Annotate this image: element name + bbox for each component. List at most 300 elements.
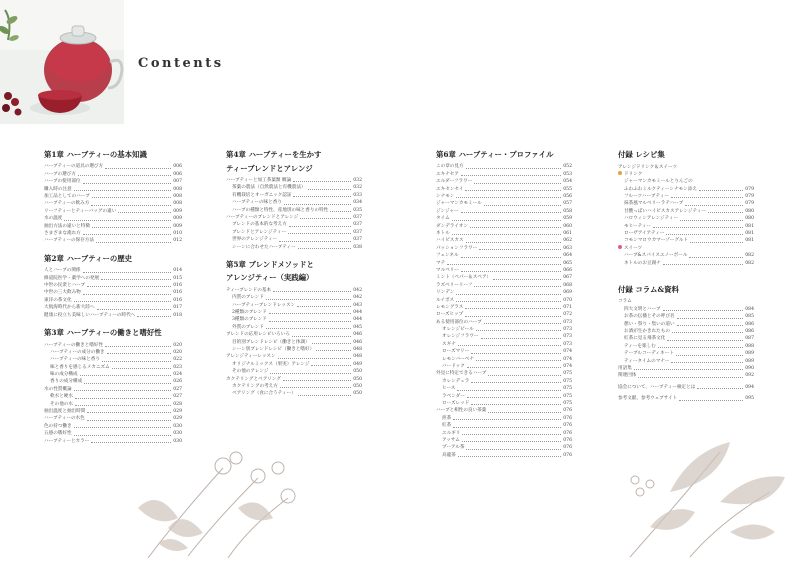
toc-entry-label: 味と香りを感じるメカニズム [50,364,110,370]
toc-entry-page: 076 [563,437,572,443]
toc-entry [618,358,754,365]
toc-entry-page: 073 [563,327,572,333]
toc-entry-page: 008 [173,186,182,192]
toc-entry [44,423,182,430]
toc-entry-page: 076 [563,430,572,436]
toc-entry-page: 045 [353,324,362,330]
botanical-illustration-right [610,432,790,562]
toc-entry [44,438,182,445]
toc-entry [226,177,362,184]
toc-entry-page: 069 [563,290,572,296]
toc-entry-page: 089 [745,358,754,364]
toc-entry-label: 用語集 [618,365,632,371]
toc-entry [44,186,182,193]
toc-entry-leader [278,358,352,359]
toc-entry-label: シーンに合わせたハーブティー [232,244,296,250]
toc-entry-page: 073 [563,334,572,340]
toc-entry [226,383,362,390]
toc-entry [618,230,754,237]
toc-entry-leader [87,420,171,421]
toc-entry-page: 066 [563,267,572,273]
toc-entry-label: ハーブティーの保存方法 [44,238,94,244]
toc-entry-leader [467,367,561,368]
toc-entry-leader [663,310,744,311]
toc-entry-page: 037 [353,229,362,235]
toc-entry [436,326,572,333]
toc-entry-leader [471,382,561,383]
toc-entry-page: 038 [353,244,362,250]
toc-entry-label: エルダーフラワー [436,179,473,185]
toc-entry-label: 協会について、ハーブティー検定とは [618,384,696,390]
toc-entry-page: 012 [173,238,182,244]
toc-entry-label: 修道院医学・薬学への発展 [44,275,100,281]
toc-entry [436,230,572,237]
toc-entry [226,229,362,236]
toc-entry-label: 購入時の注意 [44,186,72,192]
toc-entry-label: テーブルコーディネート [624,351,674,357]
toc-entry-leader [292,336,351,337]
chapter-title: 第5章 ブレンドメソッドと [226,259,314,269]
toc-entry [226,302,362,309]
toc-entry-label: リーフティーとティーバッグの違い [44,208,117,214]
toc-entry-leader [288,233,351,234]
toc-entry-leader [458,345,561,346]
toc-entry-page: 032 [353,177,362,183]
toc-entry-leader [330,211,351,212]
toc-entry [436,289,572,296]
toc-entry-page: 079 [745,194,754,200]
toc-entry-label: 煎茶 [442,415,452,421]
toc-entry-leader [74,390,172,391]
toc-entry-page: 022 [173,357,182,363]
toc-entry [226,287,362,294]
toc-entry-leader [84,383,171,384]
toc-entry-label: 外質のブレンド [232,324,264,330]
toc-entry [436,341,572,348]
toc-entry-label: 紅茶 [442,423,452,429]
toc-entry-page: 081 [745,238,754,244]
toc-entry-page: 086 [745,329,754,335]
toc-entry-leader [493,279,561,280]
toc-entry-page: 080 [745,208,754,214]
toc-entry-leader [273,291,351,292]
toc-entry [226,331,362,338]
toc-entry-label: ブレンドとアレンジティー [232,229,287,235]
toc-entry [226,376,362,383]
toc-entry-page: 027 [173,394,182,400]
toc-entry-leader [101,279,171,280]
toc-entry-page: 030 [173,423,182,429]
toc-entry-label: 健康に役立ち美味しいハーブティーの時代へ [44,312,136,318]
toc-entry-leader [280,387,351,388]
toc-entry-label: ハーブティーの水色 [44,416,85,422]
toc-entry-page: 054 [563,179,572,185]
toc-entry-leader [112,368,171,369]
chapter-entries [44,342,182,445]
toc-entry [618,350,754,357]
toc-entry-page: 048 [353,347,362,353]
toc-entry [618,208,754,215]
toc-entry-label: 憩い・祭り・集いの道い [624,321,675,327]
toc-entry-leader [471,404,561,405]
toc-entry-label: ハーブティーの働きと嗜好性 [44,342,104,348]
toc-entry-label: 2種類のブレンド [232,310,267,316]
appendix-title: 付録 レシピ集 [618,150,665,159]
toc-entry-leader [298,395,352,396]
toc-entry-label: ハーブの種類と特性、産地別の味と香りの特性 [232,207,329,213]
toc-entry-label: ダンデライオン [436,223,468,229]
toc-entry-page: 072 [563,312,572,318]
toc-entry [436,282,572,289]
toc-entry [618,200,754,207]
toc-entry [436,356,572,363]
toc-entry-label: マルベリー [436,267,459,273]
toc-entry-label: ハーブ&スパイスエノーボール [624,253,688,259]
toc-entry [618,384,754,391]
toc-entry [44,208,182,215]
toc-entry [436,333,572,340]
toc-entry [436,297,572,304]
toc-entry-label: ハーブティーのブレンドとアレンジ [226,214,299,220]
toc-entry-page: 050 [353,391,362,397]
toc-entry [618,223,754,230]
toc-entry-page: 006 [173,164,182,170]
toc-entry [44,282,182,289]
toc-entry-label: レモングラス [436,304,464,310]
toc-column-2 [226,150,362,407]
toc-entry-page: 076 [563,408,572,414]
appendix-entries [618,164,754,267]
chapter-title: 第1章 ハーブティーの基本知識 [44,150,147,159]
toc-entry-leader [91,205,171,206]
toc-entry-label: ハーブティーと加工茶葉類 概論 [226,177,292,183]
toc-entry-label: スギナ [442,341,456,347]
appendix-bullet-heading [618,171,754,178]
toc-entry [436,223,572,230]
toc-entry-leader [484,323,562,324]
toc-entry-label: 烏龍茶 [442,452,456,458]
toc-entry-leader [465,308,561,309]
toc-entry-page: 080 [745,216,754,222]
toc-entry [226,192,362,199]
toc-entry-label: ブレンドの基本的な考え方 [232,222,287,228]
toc-entry-page: 016 [173,297,182,303]
toc-entry-label: 紅茶に見る飛茶文化 [624,336,666,342]
toc-entry-label: フェンネル [436,253,459,259]
toc-entry-page: 094 [745,384,754,390]
toc-entry-label: カレンデュラ [442,378,470,384]
toc-entry [436,260,572,267]
toc-entry-leader [457,390,561,391]
toc-entry-leader [653,227,743,228]
chapter-title: 第6章 ハーブティー・プロファイル [436,150,554,159]
toc-entry-page: 055 [563,186,572,192]
toc-entry-page: 009 [173,216,182,222]
appendix-subheading: アレンジドリンク＆スイーツ [618,164,677,170]
toc-entry-page: 074 [563,356,572,362]
toc-entry-label: ラベンダー [442,393,465,399]
toc-entry [226,324,362,331]
toc-entry-label: 色の持つ働き [44,423,72,429]
toc-entry-page: 089 [745,351,754,357]
toc-entry-page: 086 [745,321,754,327]
toc-entry-page: 050 [353,383,362,389]
toc-entry-leader [680,220,743,221]
toc-entry [44,356,182,363]
toc-entry-leader [697,388,743,389]
toc-entry-label: ハーブティーの飲み方 [44,201,90,207]
toc-entry-label: エキセンセイ [436,186,464,192]
appendix-title: 付録 コラム&資料 [618,284,679,294]
toc-entry-leader [74,427,172,428]
toc-entry-label: 甘酸っぱいハイビスカスアレンジティー [624,208,706,214]
toc-entry-page: 076 [563,423,572,429]
toc-entry-label: ペアリング（食に合うティー） [232,391,296,397]
toc-entry-leader [283,380,351,381]
toc-entry-leader [293,196,351,197]
toc-entry [44,401,182,408]
toc-entry-label: ハーブティーの道具の選び方 [44,164,104,170]
toc-entry-label: ジャーマンカモミール [436,201,482,207]
toc-entry-page: 076 [563,445,572,451]
toc-entry [436,164,572,171]
toc-entry-label: ジャーマンカモミールとりんごの [624,179,693,185]
toc-entry-leader [456,197,561,198]
toc-entry-page: 029 [173,409,182,415]
toc-entry-leader [297,306,351,307]
toc-entry [44,215,182,222]
toc-entry-page: 043 [353,302,362,308]
toc-entry-page: 095 [745,396,754,402]
toc-entry [44,378,182,385]
toc-entry [44,178,182,185]
toc-entry-leader [289,226,351,227]
toc-entry-page: 057 [563,201,572,207]
toc-entry-leader [479,249,561,250]
toc-entry-label: ハーブティーブレンドレッスン [232,302,296,308]
toc-entry-leader [699,190,743,191]
toc-entry [618,260,754,267]
toc-entry-page: 042 [353,287,362,293]
toc-entry-label: 抽出温度と抽出時間 [44,409,86,415]
toc-entry [436,171,572,178]
toc-entry [226,309,362,316]
toc-entry-leader [308,189,352,190]
toc-entry-page: 088 [745,343,754,349]
toc-entry-label: 茶葉の農法（自然農法と有機農法） [232,185,306,191]
toc-entry [44,223,182,230]
toc-entry-page: 079 [745,201,754,207]
toc-entry [436,208,572,215]
toc-entry-page: 037 [353,237,362,243]
toc-entry [436,311,572,318]
toc-entry [44,289,182,296]
toc-entry-leader [458,456,561,457]
toc-entry [44,171,182,178]
toc-entry-leader [118,212,171,213]
toc-entry-page: 023 [173,364,182,370]
toc-entry [436,245,572,252]
toc-entry-leader [266,328,351,329]
toc-entry-page: 070 [563,297,572,303]
appendix-bullet-label: スイーツ [624,245,643,251]
toc-entry-leader [677,325,744,326]
toc-entry-leader [64,220,171,221]
toc-entry [436,378,572,385]
toc-entry-leader [311,365,351,366]
spacer [618,276,754,285]
toc-entry [44,430,182,437]
toc-entry-leader [671,197,743,198]
toc-entry-page: 075 [563,400,572,406]
toc-entry-leader [92,227,171,228]
toc-entry [436,437,572,444]
toc-entry-leader [461,212,562,213]
toc-entry [44,408,182,415]
toc-entry [226,390,362,397]
toc-entry [436,267,572,274]
toc-entry-leader [690,242,743,243]
toc-entry-page: 082 [745,253,754,259]
toc-entry-leader [465,190,561,191]
toc-entry-label: 関連団体 [618,373,637,379]
toc-entry [226,361,362,368]
toc-entry-label: ハロウィンアレンジティー [624,216,679,222]
toc-entry-label: ローズヒップ [436,312,464,318]
toc-entry [618,178,754,185]
toc-entry-page: 009 [173,208,182,214]
toc-entry-label: お茶の伝播とその呼び名 [624,314,675,320]
toc-entry-label: 内質のブレンド [232,295,264,301]
toc-entry [618,193,754,200]
toc-entry-leader [467,397,561,398]
toc-entry [44,267,182,274]
toc-entry [44,342,182,349]
toc-entry-page: 092 [745,373,754,379]
toc-entry-leader [465,316,561,317]
toc-entry-page: 075 [563,371,572,377]
toc-entry-label: ふわふわミルクティーシナモン添え [624,186,697,192]
toc-entry [44,371,182,378]
toc-entry-leader [452,220,562,221]
toc-entry-page: 007 [173,179,182,185]
toc-entry [44,193,182,200]
toc-entry [618,365,754,372]
toc-entry-leader [679,400,743,401]
toc-entry-leader [476,330,562,331]
toc-entry-leader [137,316,171,317]
toc-entry-leader [102,361,171,362]
toc-entry [436,385,572,392]
toc-entry-label: パッションフラワー [436,245,478,251]
chapter-subtitle: アレンジティー（実践編） [226,273,314,283]
toc-entry-label: さまざまな淹れ方 [44,231,81,236]
toc-entry-page: 062 [563,238,572,244]
toc-entry-label: ハーブティーとカラー [44,438,90,444]
toc-entry-label: 目的別ブレンドレシピ（働きと体調） [232,339,310,345]
toc-entry-label: ブレンドの応用レシピいろいろ [226,332,290,338]
toc-entry [226,236,362,243]
toc-entry-leader [269,321,351,322]
toc-entry [436,304,572,311]
toc-entry-label: ハーブと相性の良い茶葉 [436,408,487,414]
toc-entry-label: リンデン [436,290,455,296]
toc-entry-leader [466,242,562,243]
toc-entry-label: ミント（ペパー＆スペア） [436,275,492,281]
toc-entry-label: 抹茶風マルベリーラテハーブ [624,201,684,207]
chapter-title: 第2章 ハーブティーの歴史 [44,253,133,263]
toc-entry-label: ローズマリー [442,349,470,355]
toc-entry-page: 018 [173,312,182,318]
toc-entry-leader [74,435,172,436]
toc-entry-label: モヒーティー [624,223,652,229]
toc-entry [618,215,754,222]
toc-entry-page: 024 [173,372,182,378]
toc-entry-page: 016 [173,290,182,296]
appendix-bullet-heading [618,245,754,252]
toc-entry [226,339,362,346]
toc-entry [436,407,572,414]
toc-entry-label: 五感の嗜好性 [44,431,72,437]
toc-entry-leader [91,442,171,443]
toc-entry [618,335,754,342]
toc-entry-label: オレンジピール [442,327,474,333]
toc-entry-label: オレンジフラワー [442,334,479,340]
toc-entry-label: ハーブティーの味と香り [232,200,282,206]
toc-entry-leader [300,218,351,219]
toc-entry-leader [666,234,743,235]
toc-entry [618,313,754,320]
toc-entry-leader [78,175,171,176]
toc-entry-page: 050 [353,369,362,375]
toc-entry-page: 010 [173,231,182,236]
toc-entry-label: カクテリングの考え方 [232,383,278,389]
toc-entry-page: 059 [563,216,572,222]
toc-entry-label: ネトル [436,231,450,236]
toc-entry-label: 四大文明とハーブ [624,306,661,312]
toc-entry [226,184,362,191]
toc-entry-page: 034 [353,200,362,206]
toc-entry-leader [107,353,172,354]
toc-entry-label: シーン別ブレンドレシピ（働きと嗜好） [232,347,315,353]
toc-entry-leader [83,183,172,184]
toc-entry-page: 009 [173,223,182,229]
toc-entry-leader [667,340,743,341]
toc-entry-leader [685,205,743,206]
toc-entry [618,372,754,379]
toc-entry [436,444,572,451]
toc-entry-page: 046 [353,339,362,345]
toc-entry-page: 030 [173,431,182,437]
toc-entry-page: 044 [353,310,362,316]
toc-entry-page: 090 [745,365,754,371]
toc-entry-leader [312,343,352,344]
toc-entry-leader [456,301,561,302]
toc-entry-page: 027 [173,386,182,392]
toc-entry-leader [461,257,562,258]
toc-entry-page: 006 [173,171,182,177]
toc-entry [436,237,572,244]
toc-entry [44,304,182,311]
toc-entry [44,237,182,244]
toc-entry-label: ルイボス [436,297,455,303]
toc-entry-leader [447,264,561,265]
toc-entry-leader [96,242,171,243]
toc-entry [44,275,182,282]
toc-entry-page: 063 [563,245,572,251]
toc-entry-page: 028 [173,401,182,407]
toc-entry [44,312,182,319]
